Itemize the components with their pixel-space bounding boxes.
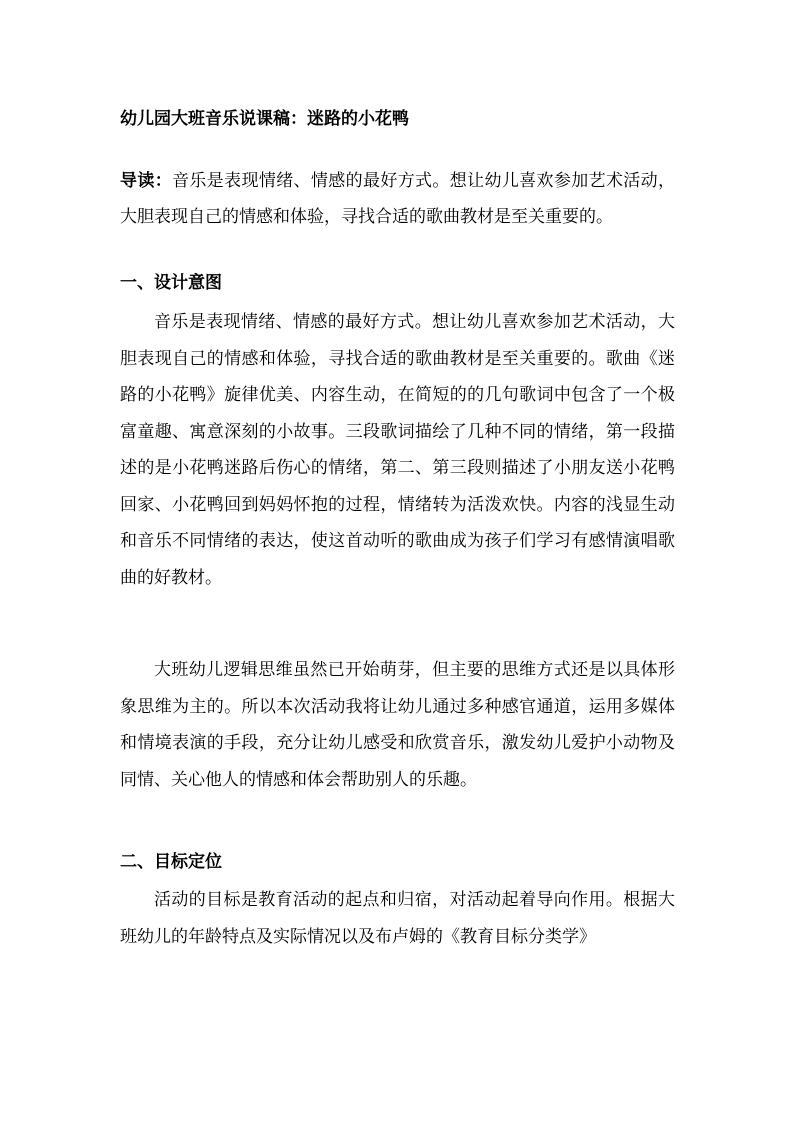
- intro-paragraph: [120, 163, 675, 235]
- design-intent-paragraph-1: 音乐是表现情绪、情感的最好方式。想让幼儿喜欢参加艺术活动，大胆表现自己的情感和体验，寻找合适的歌曲教材是至关重要的。歌曲《迷路的小花鸭》旋律优美、内容生动，在简短的的几句歌词中包含了一个极富童趣、寓意深刻的小故事。三段歌词描绘了几种不同的情绪，第一段描述的是小花鸭迷路后伤心的情绪，第二、第三段则描述了小朋友送小花鸭回家、小花鸭回到妈妈怀抱的过程，情绪转为活泼欢快。内容的浅显生动和音乐不同情绪的表达，使这首动听的歌曲成为孩子们学习有感情演唱歌曲的好教材。: [120, 312, 675, 588]
- intro-text: 音乐是表现情绪、情感的最好方式。想让幼儿喜欢参加艺术活动，大胆表现自己的情感和体验，寻找合适的歌曲教材是至关重要的。: [120, 171, 676, 227]
- section-heading-design-intent: 一、设计意图: [120, 273, 222, 293]
- section-heading-goal-positioning: 二、目标定位: [120, 852, 222, 872]
- goal-positioning-paragraph-1: 活动的目标是教育活动的起点和归宿，对活动起着导向作用。根据大班幼儿的年龄特点及实际情况以及布卢姆的《教育目标分类学》: [120, 890, 675, 947]
- design-intent-paragraph-2: 大班幼儿逻辑思维虽然已开始萌芽，但主要的思维方式还是以具体形象思维为主的。所以本次活动我将让幼儿通过多种感官通道，运用多媒体和情境表演的手段，充分让幼儿感受和欣赏音乐，激发幼儿爱护小动物及同情、关心他人的情感和体会帮助别人的乐趣。: [120, 660, 675, 790]
- document-title: 幼儿园大班音乐说课稿：迷路的小花鸭: [120, 109, 409, 129]
- intro-lead: 导读：: [120, 171, 173, 191]
